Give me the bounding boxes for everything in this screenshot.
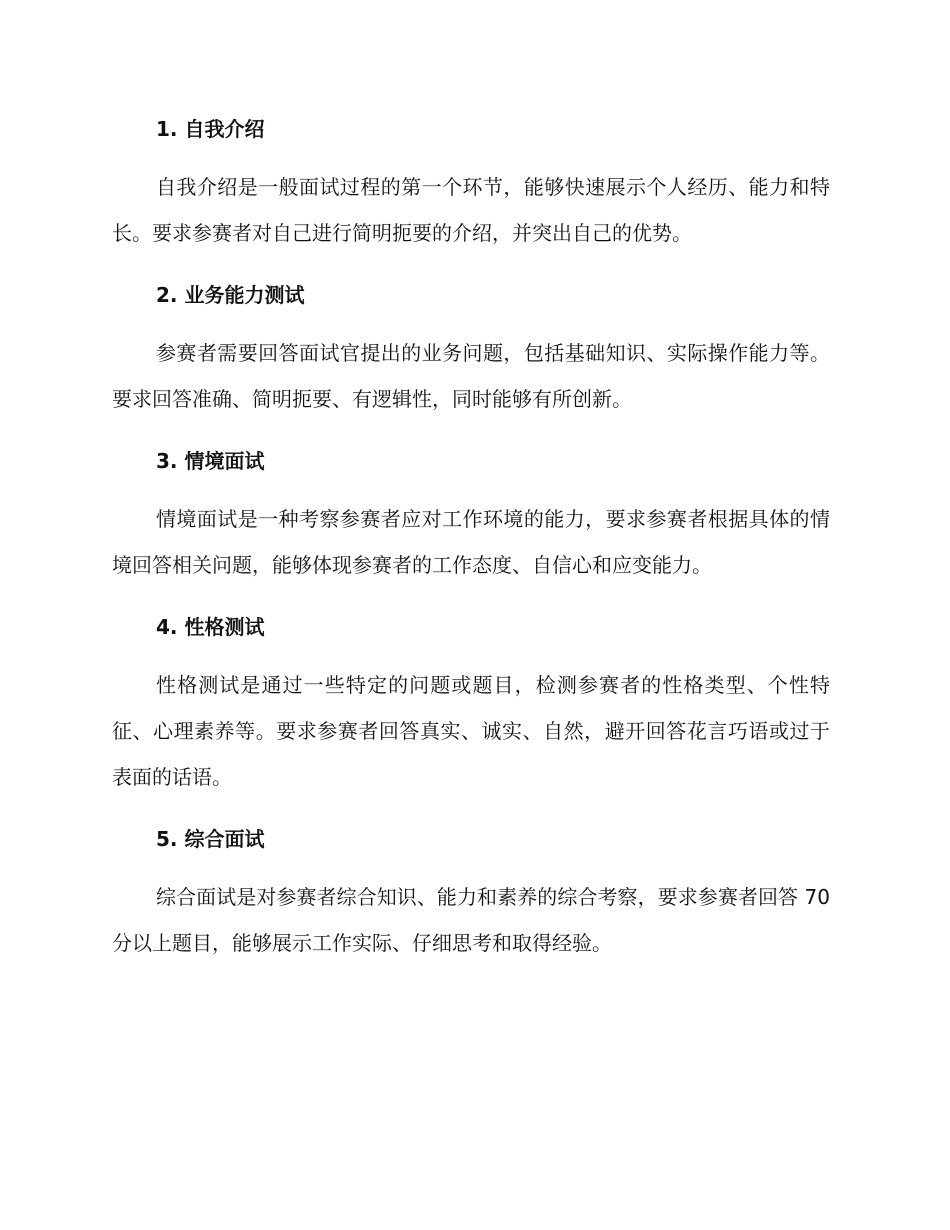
section-comprehensive-interview bbox=[112, 820, 830, 966]
section-personality-test bbox=[112, 608, 830, 800]
document-content bbox=[112, 110, 830, 986]
section-body: 情境面试是一种考察参赛者应对工作环境的能力，要求参赛者根据具体的情境回答相关问题，能够体现参赛者的工作态度、自信心和应变能力。 bbox=[112, 507, 830, 577]
section-business-ability-test bbox=[112, 276, 830, 422]
section-body: 自我介绍是一般面试过程的第一个环节，能够快速展示个人经历、能力和特长。要求参赛者对自己进行简明扼要的介绍，并突出自己的优势。 bbox=[112, 175, 830, 245]
section-heading: 4. 性格测试 bbox=[156, 615, 265, 639]
section-heading: 3. 情境面试 bbox=[156, 449, 265, 473]
section-self-introduction bbox=[112, 110, 830, 256]
section-heading: 1. 自我介绍 bbox=[156, 117, 265, 141]
section-body: 性格测试是通过一些特定的问题或题目，检测参赛者的性格类型、个性特征、心理素养等。要求参赛者回答真实、诚实、自然，避开回答花言巧语或过于表面的话语。 bbox=[112, 673, 830, 789]
section-heading: 5. 综合面试 bbox=[156, 827, 265, 851]
section-body: 综合面试是对参赛者综合知识、能力和素养的综合考察，要求参赛者回答 70 分以上题目，能够展示工作实际、仔细思考和取得经验。 bbox=[112, 885, 830, 955]
section-body: 参赛者需要回答面试官提出的业务问题，包括基础知识、实际操作能力等。要求回答准确、简明扼要、有逻辑性，同时能够有所创新。 bbox=[112, 341, 830, 411]
section-heading: 2. 业务能力测试 bbox=[156, 283, 305, 307]
section-situational-interview bbox=[112, 442, 830, 588]
